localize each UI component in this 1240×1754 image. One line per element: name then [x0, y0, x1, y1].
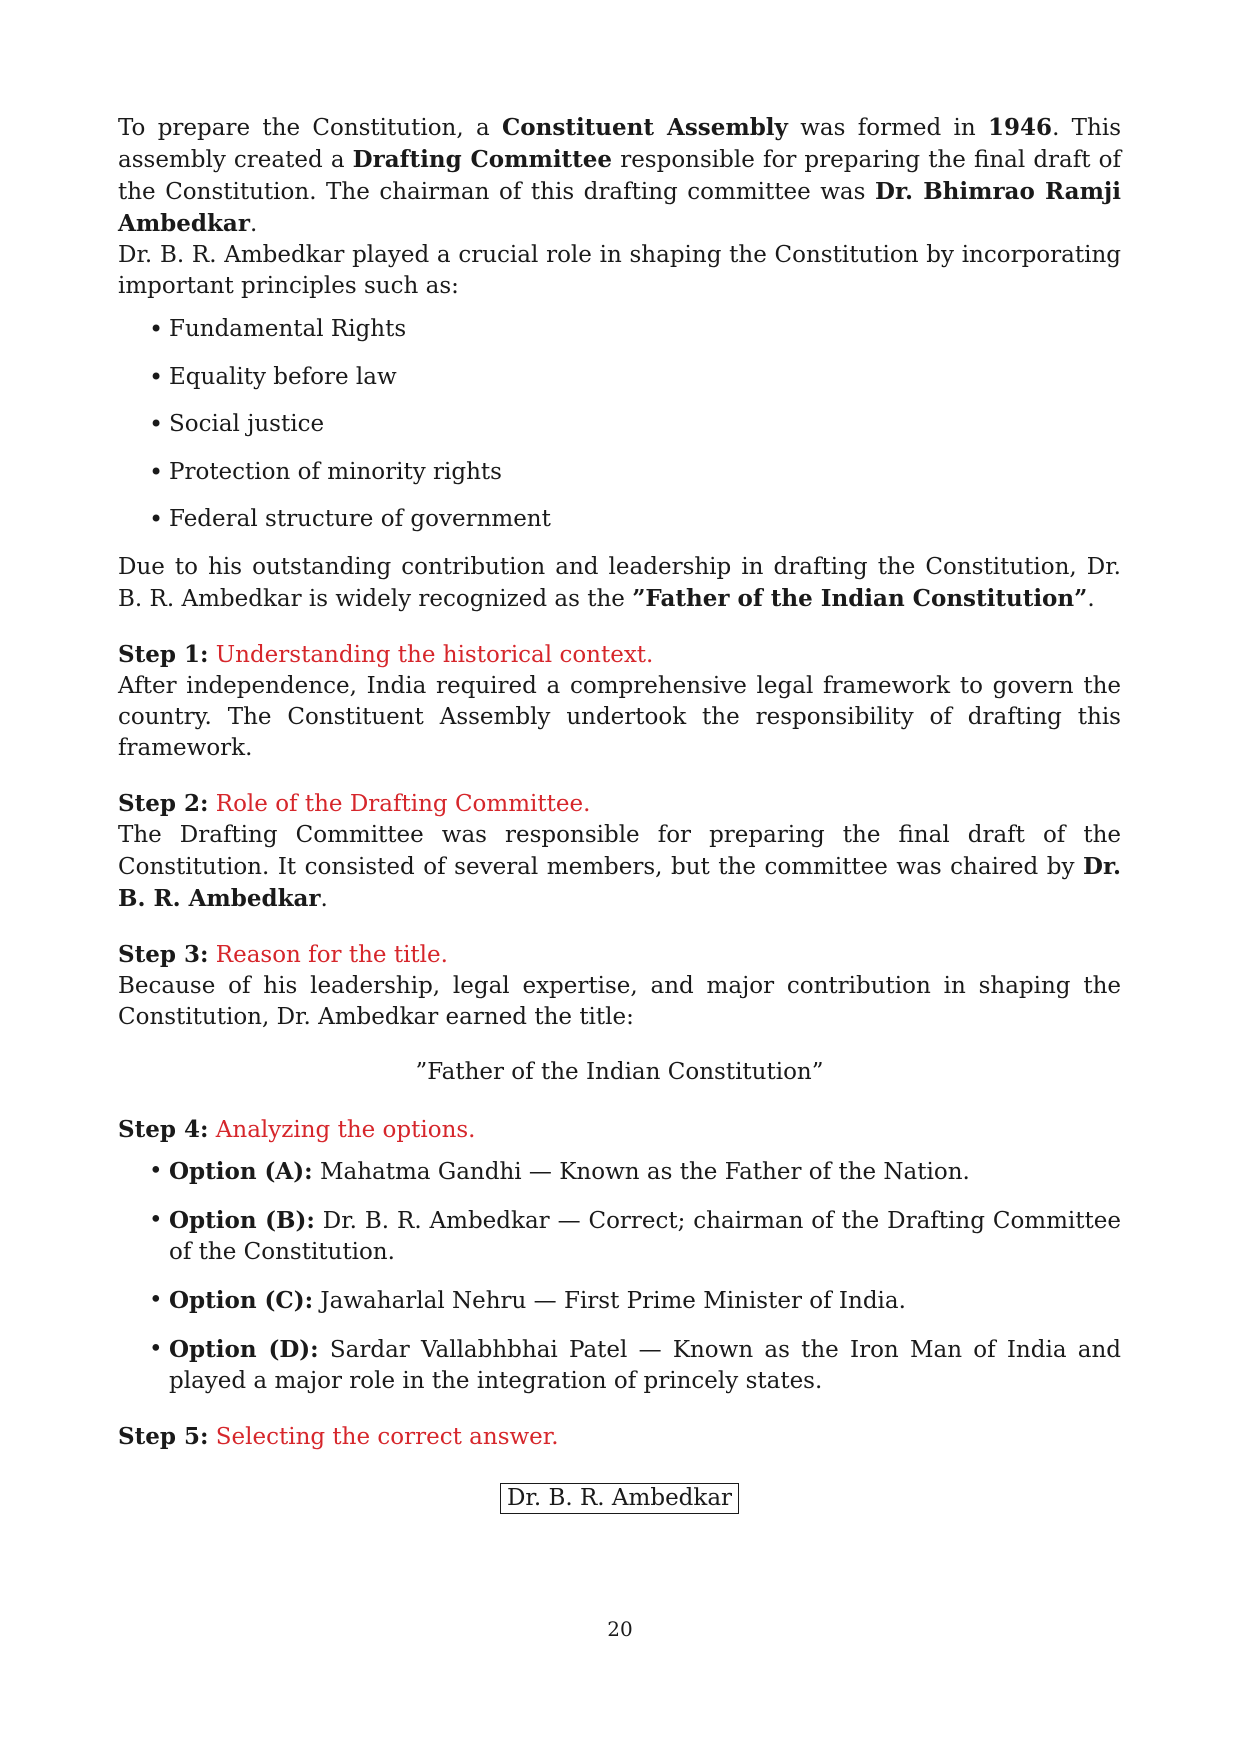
father-title-bold: ”Father of the Indian Constitution”: [632, 584, 1088, 612]
list-item: • Fundamental Rights: [149, 314, 1121, 345]
step-body: Because of his leadership, legal expertise, and major contribution in shaping the Constitution, Dr. Ambedkar earned the title:: [118, 972, 1121, 1030]
step-title: Selecting the correct answer.: [215, 1423, 559, 1450]
step-body: After independence, India required a comprehensive legal framework to govern the country. The Constituent Assembly undertook the responsibility of drafting this framework.: [118, 672, 1121, 761]
step-body: [118, 820, 1121, 915]
intro-paragraph: [118, 112, 1121, 240]
step-heading: [118, 639, 1121, 671]
step-label: Step 3:: [118, 940, 209, 968]
intro-text: . This assembly created a: [118, 115, 1121, 173]
intro-text: To prepare the Constitution, a: [118, 115, 502, 141]
option-b: [149, 1205, 1121, 1268]
step-5: [118, 1421, 1121, 1514]
step-body-text: The Drafting Committee was responsible for preparing the final draft of the Constitution. It consisted of several members, but the committee was chaired by: [118, 821, 1121, 880]
boxed-answer: Dr. B. R. Ambedkar: [500, 1483, 739, 1514]
intro-text: was formed in: [787, 115, 989, 141]
step-heading: [118, 1421, 1121, 1453]
step-1: [118, 639, 1121, 764]
list-item: • Social justice: [149, 409, 1121, 440]
list-item: • Federal structure of government: [149, 504, 1121, 535]
step-title: Understanding the historical context.: [215, 641, 654, 668]
step-label: Step 5:: [118, 1422, 209, 1450]
page-content: [118, 112, 1121, 1514]
option-text: Mahatma Gandhi — Known as the Father of the Nation.: [312, 1158, 970, 1185]
option-c: [149, 1285, 1121, 1317]
principles-list: [118, 314, 1121, 535]
ambedkar-name-bold: Dr. B. R. Ambedkar: [118, 852, 1121, 912]
step-3: [118, 939, 1121, 1088]
step-heading: [118, 1114, 1121, 1146]
option-text: Sardar Vallabhbhai Patel — Known as the Iron Man of India and played a major role in the integration of princely states.: [169, 1336, 1122, 1394]
list-item: • Equality before law: [149, 362, 1121, 393]
step-label: Step 1:: [118, 640, 209, 668]
constituent-assembly-term: Constituent Assembly: [502, 114, 788, 141]
step-heading: [118, 939, 1121, 971]
option-text: Jawaharlal Nehru — First Prime Minister of India.: [313, 1287, 906, 1314]
option-d: [149, 1334, 1121, 1397]
option-a: [149, 1156, 1121, 1188]
answer-container: [118, 1483, 1121, 1514]
drafting-committee-term: Drafting Committee: [352, 146, 613, 173]
option-label: Option (B):: [169, 1206, 315, 1234]
year-1946: 1946: [988, 114, 1053, 141]
step-2: [118, 788, 1121, 915]
step-4: [118, 1114, 1121, 1397]
option-text: Dr. B. R. Ambedkar — Correct; chairman of the Drafting Committee of the Constitution.: [169, 1207, 1121, 1265]
step-title: Role of the Drafting Committee.: [215, 790, 591, 817]
step-label: Step 4:: [118, 1115, 209, 1143]
option-label: Option (A):: [169, 1157, 313, 1185]
step-body-text: .: [320, 885, 328, 912]
ambedkar-full-name: Dr. Bhimrao Ramji Ambedkar: [118, 178, 1121, 237]
conclusion-text: Due to his outstanding contribution and leadership in drafting the Constitution, Dr. B. R. Ambedkar is widely recognized as the: [118, 553, 1121, 612]
step-title: Analyzing the options.: [215, 1116, 476, 1143]
page-number: 20: [607, 1617, 633, 1641]
conclusion-text: .: [1087, 585, 1095, 612]
conclusion-paragraph: [118, 552, 1121, 615]
intro-text: .: [249, 211, 258, 237]
step-heading: [118, 788, 1121, 820]
options-list: [118, 1156, 1121, 1397]
step-label: Step 2:: [118, 789, 209, 817]
option-label: Option (D):: [169, 1335, 319, 1363]
step-title: Reason for the title.: [215, 941, 448, 968]
title-quote: ”Father of the Indian Constitution”: [415, 1058, 824, 1085]
intro-text: responsible for preparing the final draft of the Constitution. The chairman of this drafting committee was: [118, 147, 1121, 205]
option-label: Option (C):: [169, 1286, 314, 1314]
list-item: • Protection of minority rights: [149, 457, 1121, 488]
principles-intro: Dr. B. R. Ambedkar played a crucial role in shaping the Constitution by incorporating important principles such as:: [118, 242, 1121, 299]
